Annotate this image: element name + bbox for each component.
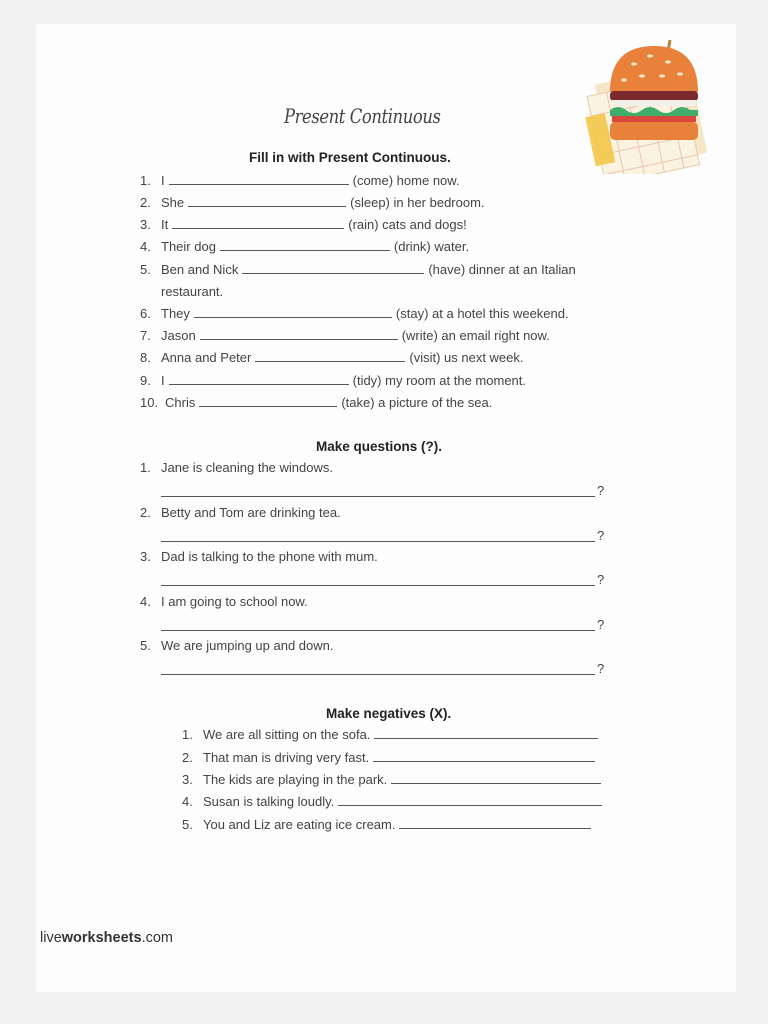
question-mark: ? (597, 572, 605, 587)
negative-sentence: That man is driving very fast. (203, 750, 370, 765)
item-number: 4. (140, 239, 151, 254)
question-item (140, 505, 341, 520)
brand-prefix: live (40, 930, 62, 946)
question-sentence: I am going to school now. (161, 594, 308, 609)
negative-sentence: Susan is talking loudly. (203, 794, 335, 809)
answer-blank[interactable] (169, 183, 349, 185)
answer-blank[interactable] (220, 249, 390, 251)
item-number: 4. (140, 594, 151, 609)
question-mark: ? (597, 483, 605, 498)
item-number: 8. (140, 350, 151, 365)
answer-line[interactable] (161, 541, 595, 542)
list-item (140, 328, 550, 343)
item-number: 1. (182, 727, 193, 742)
question-sentence: Dad is talking to the phone with mum. (161, 549, 378, 564)
answer-line[interactable] (161, 674, 595, 675)
item-verb-hint: (sleep) in her bedroom. (350, 195, 485, 210)
item-verb-hint: (write) an email right now. (401, 328, 550, 343)
list-item (140, 173, 460, 188)
brand-bold: worksheets (61, 930, 142, 946)
item-subject: Anna and Peter (161, 350, 252, 365)
item-number: 2. (182, 750, 193, 765)
answer-blank[interactable] (338, 804, 602, 806)
question-item (140, 460, 333, 475)
section-heading-negatives: Make negatives (X). (326, 706, 452, 721)
item-number: 3. (140, 217, 151, 232)
item-verb-hint: (take) a picture of the sea. (341, 395, 493, 410)
negative-item (182, 750, 599, 765)
item-verb-hint: (have) dinner at an Italian (428, 262, 576, 277)
page-title: Present Continuous (284, 104, 441, 128)
list-item (140, 239, 469, 254)
item-number: 1. (140, 460, 151, 475)
item-number: 5. (140, 262, 151, 277)
answer-line[interactable] (161, 496, 595, 497)
item-subject: She (161, 195, 185, 210)
answer-line[interactable] (161, 585, 595, 586)
negative-sentence: We are all sitting on the sofa. (203, 727, 371, 742)
answer-blank[interactable] (188, 205, 346, 207)
item-subject: It (161, 217, 169, 232)
item-subject: I (161, 173, 165, 188)
answer-blank[interactable] (199, 405, 337, 407)
burger-icon (584, 34, 714, 179)
item-subject: They (161, 306, 190, 321)
item-continuation-text: restaurant. (161, 284, 224, 299)
negative-item (182, 817, 595, 832)
item-subject: Ben and Nick (161, 262, 239, 277)
question-item (140, 638, 333, 653)
answer-blank[interactable] (194, 316, 392, 318)
list-item (140, 306, 569, 321)
answer-blank[interactable] (200, 338, 398, 340)
answer-blank[interactable] (255, 360, 405, 362)
item-number: 6. (140, 306, 151, 321)
question-sentence: Jane is cleaning the windows. (161, 460, 333, 475)
question-sentence: We are jumping up and down. (161, 638, 334, 653)
item-number: 2. (140, 195, 151, 210)
negative-sentence: The kids are playing in the park. (203, 772, 388, 787)
question-mark: ? (597, 661, 605, 676)
negative-sentence: You and Liz are eating ice cream. (203, 817, 396, 832)
list-item (140, 195, 485, 210)
question-item (140, 594, 308, 609)
item-subject: Chris (165, 395, 196, 410)
item-number: 4. (182, 794, 193, 809)
item-number: 5. (140, 638, 151, 653)
list-item (140, 373, 526, 388)
item-verb-hint: (rain) cats and dogs! (348, 217, 467, 232)
question-mark: ? (597, 528, 605, 543)
answer-blank[interactable] (374, 737, 598, 739)
item-subject: I (161, 373, 165, 388)
answer-blank[interactable] (391, 782, 601, 784)
item-number: 5. (182, 817, 193, 832)
section-heading-questions: Make questions (?). (316, 439, 443, 454)
answer-blank[interactable] (373, 760, 595, 762)
list-item (140, 262, 576, 277)
question-item (140, 549, 378, 564)
brand-suffix: .com (141, 930, 173, 946)
section-heading-fill-in: Fill in with Present Continuous. (249, 150, 451, 165)
item-subject: Their dog (161, 239, 216, 254)
item-number: 3. (140, 549, 151, 564)
list-item-continuation (161, 284, 223, 299)
item-verb-hint: (visit) us next week. (409, 350, 524, 365)
liveworksheets-logo (40, 930, 173, 946)
question-mark: ? (597, 617, 605, 632)
item-number: 7. (140, 328, 151, 343)
answer-line[interactable] (161, 630, 595, 631)
item-number: 1. (140, 173, 151, 188)
question-sentence: Betty and Tom are drinking tea. (161, 505, 341, 520)
item-verb-hint: (drink) water. (393, 239, 470, 254)
item-verb-hint: (come) home now. (352, 173, 460, 188)
negative-item (182, 772, 605, 787)
answer-blank[interactable] (242, 272, 424, 274)
answer-blank[interactable] (172, 227, 344, 229)
item-subject: Jason (161, 328, 196, 343)
answer-blank[interactable] (399, 827, 591, 829)
list-item (140, 350, 524, 365)
list-item (140, 217, 467, 232)
item-number: 2. (140, 505, 151, 520)
answer-blank[interactable] (169, 383, 349, 385)
item-number: 10. (140, 395, 159, 410)
item-verb-hint: (stay) at a hotel this weekend. (395, 306, 569, 321)
negative-item (182, 727, 602, 742)
list-item (140, 395, 492, 410)
item-number: 9. (140, 373, 151, 388)
negative-item (182, 794, 606, 809)
item-verb-hint: (tidy) my room at the moment. (352, 373, 527, 388)
item-number: 3. (182, 772, 193, 787)
